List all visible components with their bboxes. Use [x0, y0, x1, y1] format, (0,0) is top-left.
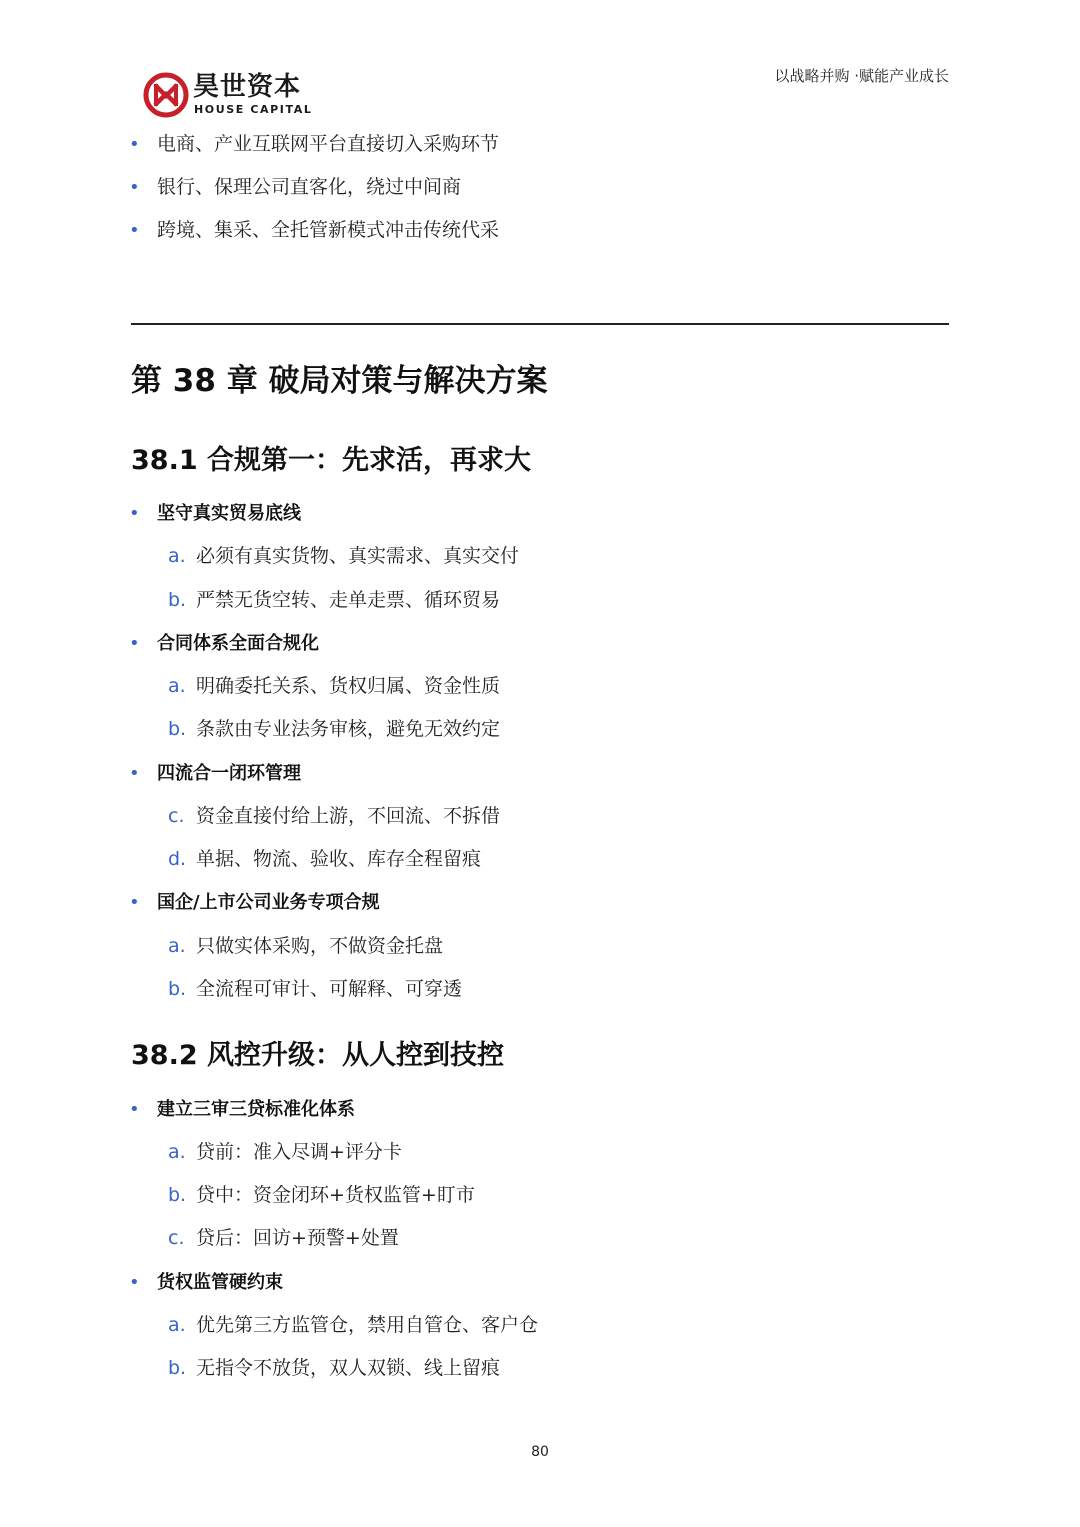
bullet-icon: • — [129, 1099, 140, 1120]
logo-chinese-name: 昊世资本 — [193, 72, 302, 102]
group-heading: • 坚守真实贸易底线 — [129, 499, 301, 528]
bullet-icon: • — [129, 220, 140, 241]
bullet-icon: • — [129, 892, 140, 913]
group-heading: • 货权监管硬约束 — [129, 1268, 283, 1297]
sub-item: d. 单据、物流、验收、库存全程留痕 — [168, 848, 482, 870]
sub-item: c. 贷后：回访+预警+处置 — [168, 1227, 399, 1249]
group-heading: • 建立三审三贷标准化体系 — [129, 1095, 355, 1124]
sub-item: a. 明确委托关系、货权归属、资金性质 — [168, 675, 501, 697]
bullet-icon: • — [129, 763, 140, 784]
sub-item: b. 条款由专业法务审核，避免无效约定 — [168, 718, 501, 740]
sub-item: c. 资金直接付给上游，不回流、不拆借 — [168, 805, 501, 827]
bullet-icon: • — [129, 134, 140, 155]
sub-item: a. 必须有真实货物、真实需求、真实交付 — [168, 545, 520, 567]
section-title: 38.2 风控升级：从人控到技控 — [131, 1040, 505, 1071]
group-heading: • 四流合一闭环管理 — [129, 759, 301, 788]
page-number: 80 — [531, 1444, 549, 1460]
bullet-icon: • — [129, 1272, 140, 1293]
group-heading: • 国企/上市公司业务专项合规 — [129, 888, 380, 917]
sub-item: b. 全流程可审计、可解释、可穿透 — [168, 978, 463, 1000]
logo-mark-icon — [143, 72, 189, 118]
list-item: • 电商、产业互联网平台直接切入采购环节 — [129, 130, 499, 159]
header-tagline: 以战略并购 ·赋能产业成长 — [774, 67, 949, 85]
section-title: 38.1 合规第一：先求活，再求大 — [131, 445, 532, 476]
bullet-icon: • — [129, 503, 140, 524]
list-item: • 银行、保理公司直客化，绕过中间商 — [129, 173, 461, 202]
sub-item: b. 无指令不放货，双人双锁、线上留痕 — [168, 1357, 501, 1379]
logo-english-name: HOUSE CAPITAL — [194, 103, 313, 116]
house-capital-logo — [143, 70, 313, 120]
group-heading: • 合同体系全面合规化 — [129, 629, 319, 658]
section-divider — [131, 323, 949, 325]
sub-item: a. 只做实体采购，不做资金托盘 — [168, 935, 444, 957]
bullet-icon: • — [129, 633, 140, 654]
sub-item: b. 贷中：资金闭环+货权监管+盯市 — [168, 1184, 475, 1206]
sub-item: a. 优先第三方监管仓，禁用自管仓、客户仓 — [168, 1314, 539, 1336]
chapter-title: 第 38 章 破局对策与解决方案 — [131, 363, 548, 399]
bullet-icon: • — [129, 177, 140, 198]
list-item: • 跨境、集采、全托管新模式冲击传统代采 — [129, 216, 499, 245]
sub-item: b. 严禁无货空转、走单走票、循环贸易 — [168, 589, 501, 611]
sub-item: a. 贷前：准入尽调+评分卡 — [168, 1141, 402, 1163]
